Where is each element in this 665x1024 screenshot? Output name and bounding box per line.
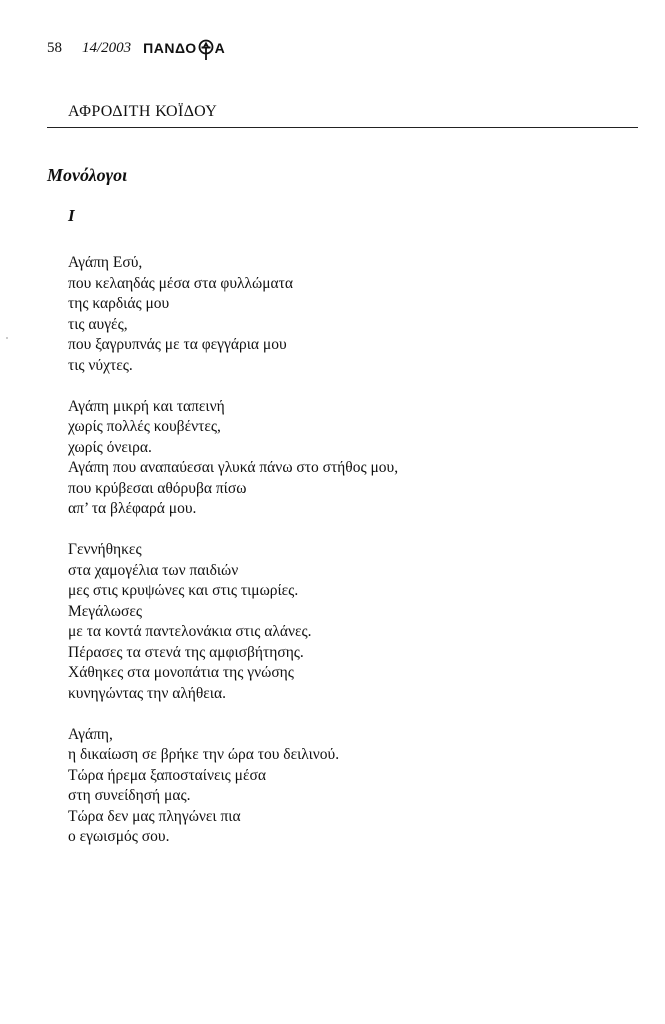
poem-line: με τα κοντά παντελονάκια στις αλάνες. (68, 623, 312, 640)
poem-line: απ’ τα βλέφαρά μου. (68, 500, 197, 517)
poem-title: Μονόλογοι (47, 165, 128, 185)
poem-line: της καρδιάς μου (68, 295, 170, 312)
header-rule (47, 127, 638, 128)
journal-name (143, 37, 225, 59)
poem-line: μες στις κρυψώνες και στις τιμωρίες. (68, 582, 299, 599)
journal-name-part-1: ΠΑΝΔΟ (143, 40, 197, 56)
poem-line: η δικαίωση σε βρήκε την ώρα του δειλινού. (68, 746, 340, 763)
poem-line: Αγάπη, (68, 725, 113, 743)
poem-line: Αγάπη μικρή και ταπεινή (68, 397, 225, 415)
issue-number: 14/2003 (82, 39, 132, 56)
journal-name-part-2: Α (214, 40, 226, 56)
poem-line: που κρύβεσαι αθόρυβα πίσω (68, 479, 247, 497)
poem-line: Αγάπη που αναπαύεσαι γλυκά πάνω στο στήθος μου, (68, 459, 399, 476)
poem-line: ο εγωισμός σου. (68, 828, 170, 845)
poem-line: τις νύχτες. (68, 356, 133, 374)
poem-line: Τώρα ήρεμα ξαποσταίνεις μέσα (68, 766, 266, 784)
stanza (68, 725, 398, 848)
author-name: ΑΦΡΟΔΙΤΗ ΚΟΪΔΟΥ (68, 103, 218, 120)
poem-line: χωρίς όνειρα. (68, 438, 152, 456)
poem-line: Τώρα δεν μας πληγώνει πια (68, 807, 241, 825)
poem-line: στη συνείδησή μας. (68, 787, 191, 804)
stanza (68, 540, 398, 704)
poem-line: Γεννήθηκες (68, 541, 142, 558)
running-header (47, 36, 225, 60)
poem-body (68, 253, 398, 868)
torch-emblem-icon (198, 39, 214, 61)
scan-speck (6, 337, 8, 339)
stanza (68, 397, 398, 520)
poem-line: Χάθηκες στα μονοπάτια της γνώσης (68, 664, 294, 681)
section-numeral: Ι (68, 206, 75, 225)
stanza (68, 253, 398, 376)
poem-line: Μεγάλωσες (68, 602, 142, 620)
poem-line: Αγάπη Εσύ, (68, 254, 143, 271)
poem-line: κυνηγώντας την αλήθεια. (68, 684, 226, 702)
poem-line: τις αυγές, (68, 315, 128, 333)
poem-line: στα χαμογέλια των παιδιών (68, 561, 239, 579)
poem-line: που κελαηδάς μέσα στα φυλλώματα (68, 274, 294, 292)
poem-line: χωρίς πολλές κουβέντες, (68, 418, 221, 435)
page-number: 58 (47, 39, 62, 56)
poem-line: που ξαγρυπνάς με τα φεγγάρια μου (68, 336, 287, 353)
poem-line: Πέρασες τα στενά της αμφισβήτησης. (68, 643, 304, 661)
